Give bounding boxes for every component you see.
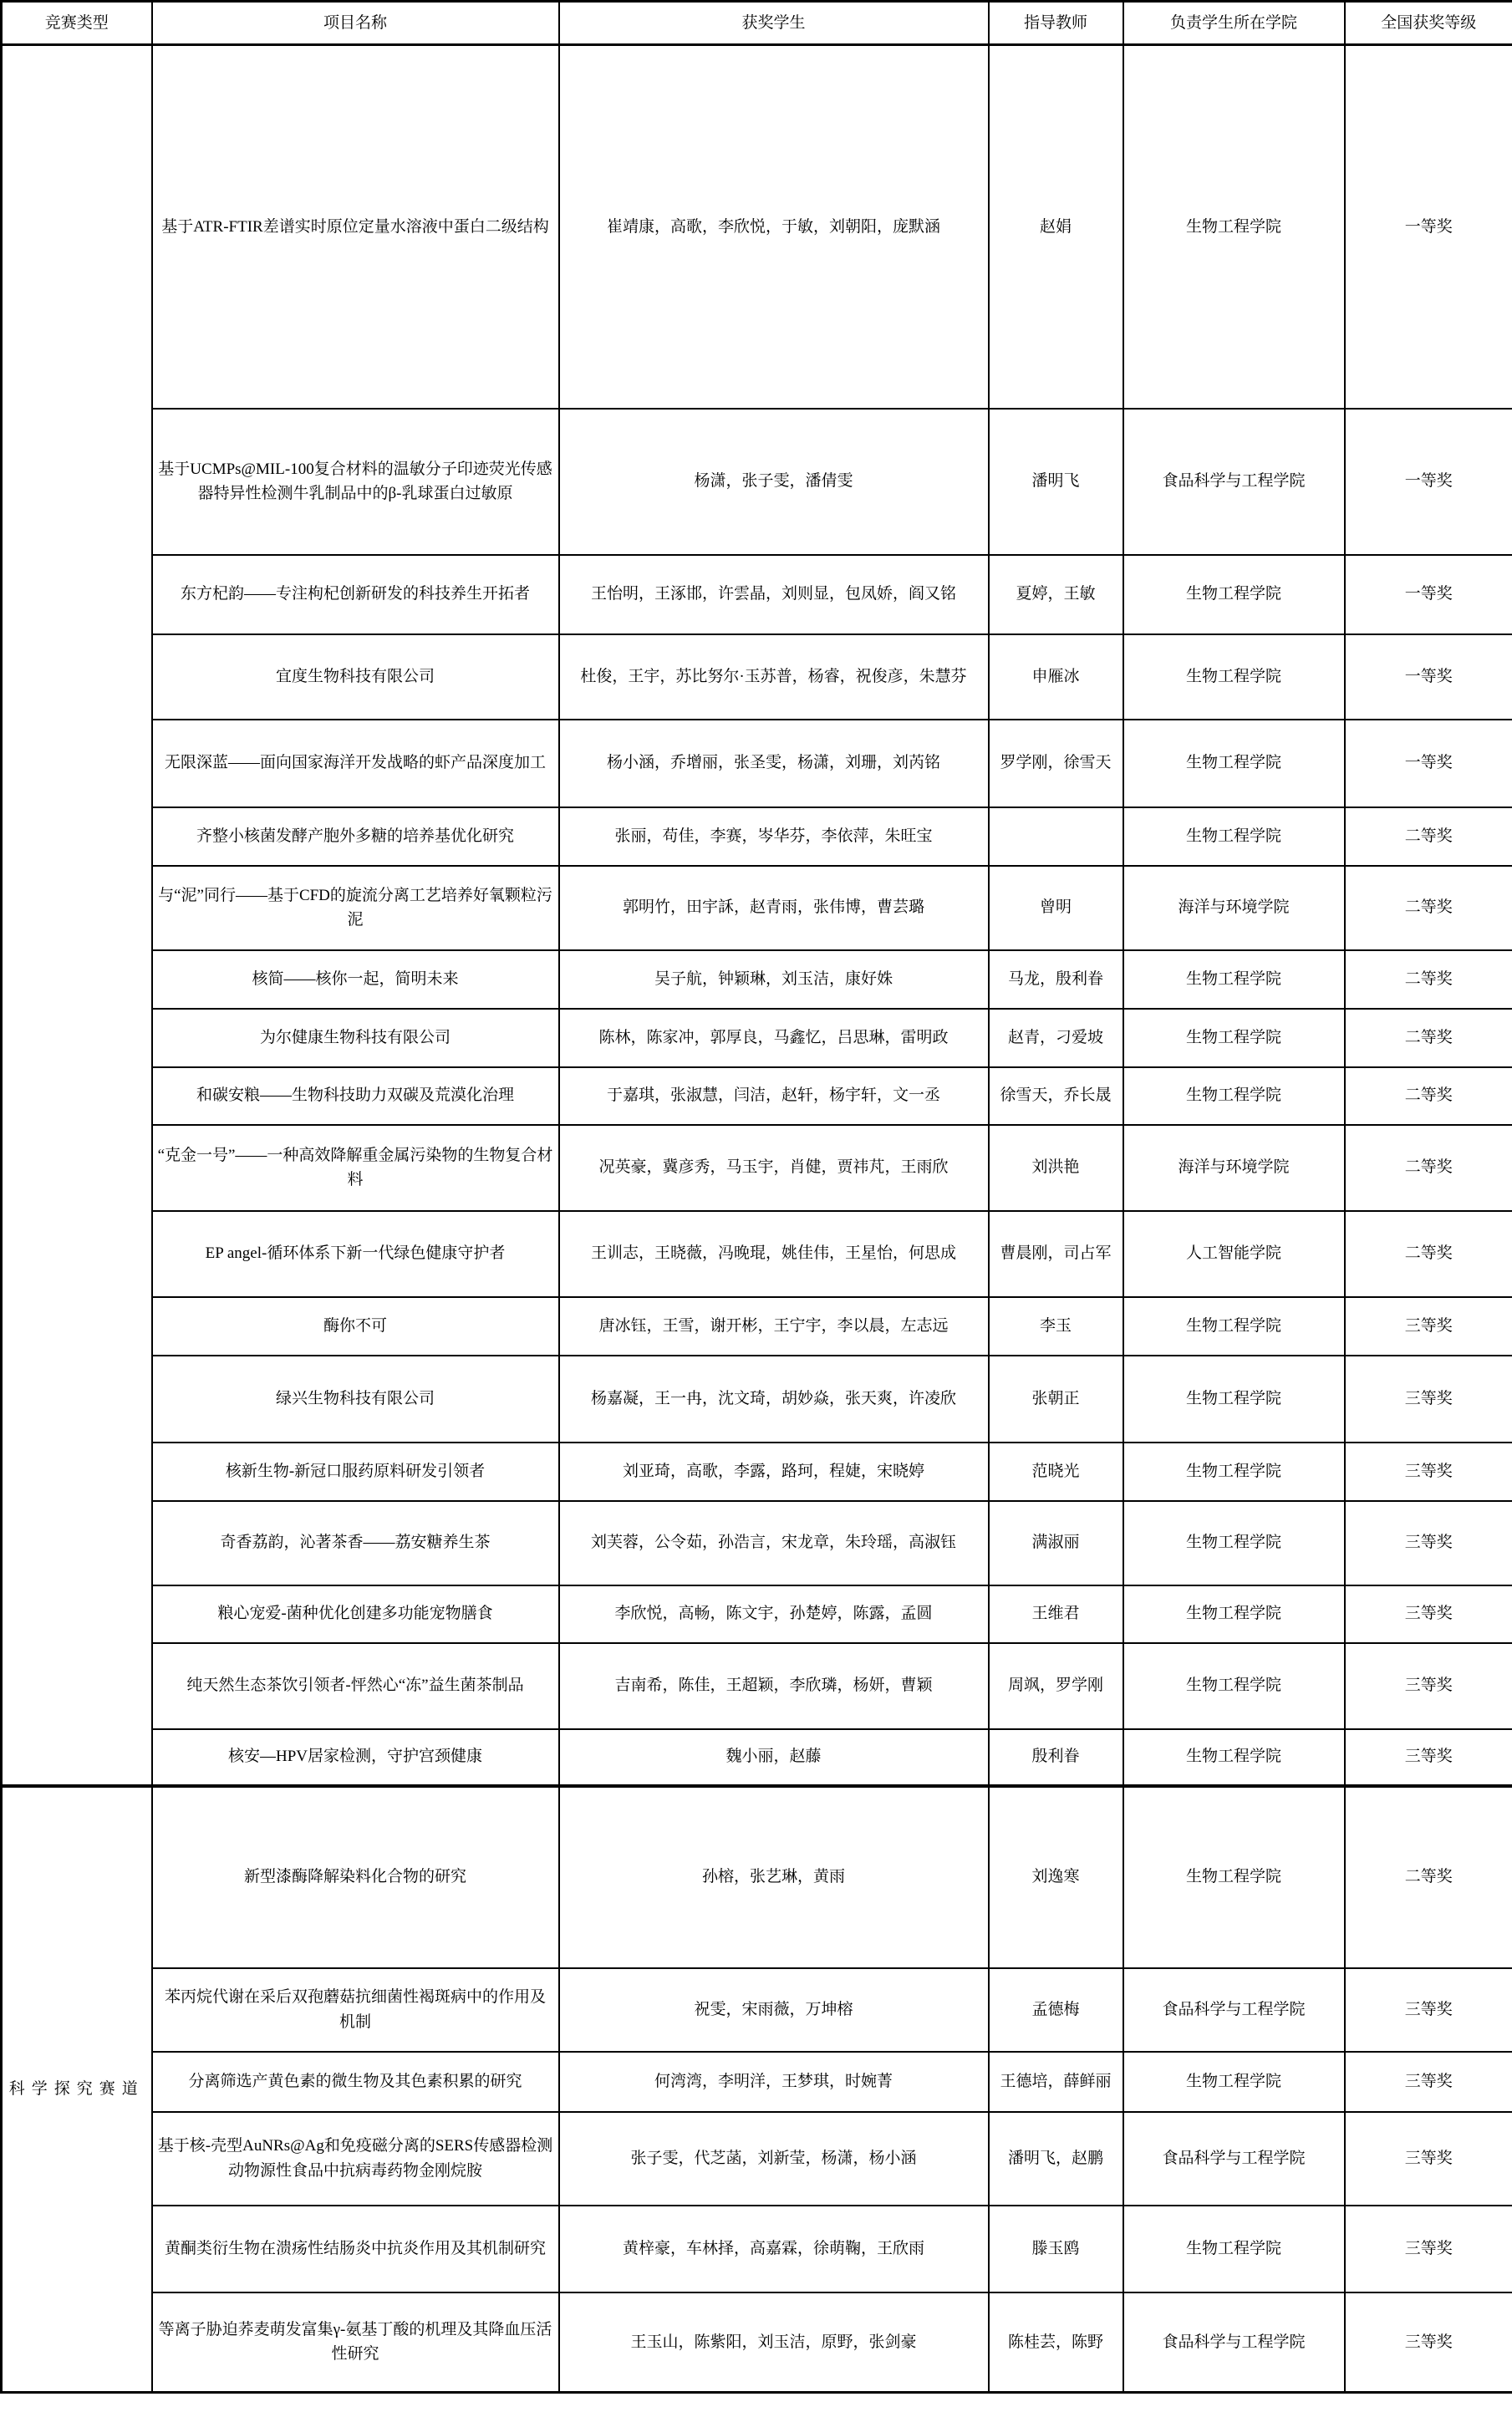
students-cell: 杨小涵，乔增丽，张圣雯，杨潇，刘珊，刘芮铭 [559,720,989,807]
award-level-cell: 二等奖 [1345,950,1512,1009]
advisor-cell: 潘明飞，赵鹏 [989,2112,1123,2206]
project-name-cell: 与“泥”同行——基于CFD的旋流分离工艺培养好氧颗粒污泥 [152,866,559,950]
project-name-cell: 奇香荔韵，沁著茶香——荔安糖养生茶 [152,1501,559,1585]
table-row [2,1729,1512,1786]
college-cell: 生物工程学院 [1123,1009,1345,1067]
project-name-cell: 苯丙烷代谢在采后双孢蘑菇抗细菌性褐斑病中的作用及机制 [152,1968,559,2052]
advisor-cell: 徐雪天，乔长晟 [989,1067,1123,1125]
project-name-cell: 基于UCMPs@MIL-100复合材料的温敏分子印迹荧光传感器特异性检测牛乳制品中的β-乳球蛋白过敏原 [152,409,559,555]
project-name-cell: 等离子胁迫荞麦萌发富集γ-氨基丁酸的机理及其降血压活性研究 [152,2292,559,2393]
project-name-cell: 核简——核你一起，简明未来 [152,950,559,1009]
college-cell: 生物工程学院 [1123,1585,1345,1643]
project-name-cell: 绿兴生物科技有限公司 [152,1356,559,1443]
table-row [2,1356,1512,1443]
advisor-cell: 曾明 [989,866,1123,950]
advisor-cell: 李玉 [989,1297,1123,1356]
college-cell: 生物工程学院 [1123,1729,1345,1786]
award-level-cell: 三等奖 [1345,2052,1512,2112]
award-level-cell: 二等奖 [1345,1786,1512,1968]
project-name-cell: 东方杞韵——专注枸杞创新研发的科技养生开拓者 [152,555,559,634]
table-row [2,1067,1512,1125]
column-header-advisor: 指导教师 [989,2,1123,45]
college-cell: 海洋与环境学院 [1123,1125,1345,1211]
award-level-cell: 三等奖 [1345,1968,1512,2052]
project-name-cell: 核安—HPV居家检测，守护宫颈健康 [152,1729,559,1786]
students-cell: 祝雯，宋雨薇，万坤榕 [559,1968,989,2052]
college-cell: 生物工程学院 [1123,807,1345,866]
college-cell: 生物工程学院 [1123,634,1345,720]
award-level-cell: 三等奖 [1345,1729,1512,1786]
award-level-cell: 一等奖 [1345,45,1512,409]
students-cell: 于嘉琪，张淑慧，闫洁，赵轩，杨宇轩，文一丞 [559,1067,989,1125]
table-row [2,950,1512,1009]
students-cell: 况英豪，冀彦秀，马玉宇，肖健，贾祎芃，王雨欣 [559,1125,989,1211]
table-row [2,1643,1512,1729]
college-cell: 生物工程学院 [1123,1501,1345,1585]
advisor-cell: 王德培，薛鲜丽 [989,2052,1123,2112]
advisor-cell: 夏婷，王敏 [989,555,1123,634]
table-row [2,2112,1512,2206]
project-name-cell: 酶你不可 [152,1297,559,1356]
award-level-cell: 二等奖 [1345,807,1512,866]
project-name-cell: 黄酮类衍生物在溃疡性结肠炎中抗炎作用及其机制研究 [152,2206,559,2292]
college-cell: 海洋与环境学院 [1123,866,1345,950]
students-cell: 吴子航，钟颖琳，刘玉洁，康好姝 [559,950,989,1009]
students-cell: 魏小丽，赵藤 [559,1729,989,1786]
table-row [2,409,1512,555]
table-row [2,555,1512,634]
award-level-cell: 三等奖 [1345,1643,1512,1729]
project-name-cell: 核新生物-新冠口服药原料研发引领者 [152,1443,559,1501]
table-row [2,720,1512,807]
advisor-cell: 王维君 [989,1585,1123,1643]
table-row [2,1443,1512,1501]
students-cell: 吉南希，陈佳，王超颖，李欣璘，杨妍，曹颖 [559,1643,989,1729]
header-row [2,2,1512,45]
college-cell: 生物工程学院 [1123,950,1345,1009]
table-row [2,634,1512,720]
table-row [2,1009,1512,1067]
students-cell: 黄梓豪，车林择，高嘉霖，徐萌鞠，王欣雨 [559,2206,989,2292]
table-row [2,807,1512,866]
students-cell: 王玉山，陈紫阳，刘玉洁，原野，张剑豪 [559,2292,989,2393]
competition-section-2 [2,1786,1512,2393]
students-cell: 陈林，陈家冲，郭厚良，马鑫忆，吕思琳，雷明政 [559,1009,989,1067]
award-level-cell: 二等奖 [1345,866,1512,950]
students-cell: 崔靖康，高歌，李欣悦，于敏，刘朝阳，庞默涵 [559,45,989,409]
project-name-cell: 基于核-壳型AuNRs@Ag和免疫磁分离的SERS传感器检测动物源性食品中抗病毒药物金刚烷胺 [152,2112,559,2206]
table-row [2,1968,1512,2052]
advisor-cell: 罗学刚，徐雪天 [989,720,1123,807]
students-cell: 孙榕，张艺琳，黄雨 [559,1786,989,1968]
project-name-cell: 齐整小核菌发酵产胞外多糖的培养基优化研究 [152,807,559,866]
award-level-cell: 三等奖 [1345,1585,1512,1643]
advisor-cell: 陈桂芸，陈野 [989,2292,1123,2393]
college-cell: 生物工程学院 [1123,1643,1345,1729]
college-cell: 生物工程学院 [1123,1067,1345,1125]
award-level-cell: 一等奖 [1345,720,1512,807]
advisor-cell: 孟德梅 [989,1968,1123,2052]
students-cell: 李欣悦，高畅，陈文宇，孙楚婷，陈露，孟圆 [559,1585,989,1643]
award-level-cell: 二等奖 [1345,1125,1512,1211]
competition-type-cell: 科学探究赛道 [2,1786,152,2393]
table-row [2,2206,1512,2292]
column-header-college: 负责学生所在学院 [1123,2,1345,45]
project-name-cell: 新型漆酶降解染料化合物的研究 [152,1786,559,1968]
project-name-cell: 纯天然生态茶饮引领者-怦然心“冻”益生菌茶制品 [152,1643,559,1729]
award-level-cell: 三等奖 [1345,1443,1512,1501]
table-row [2,1125,1512,1211]
students-cell: 杨潇，张子雯，潘倩雯 [559,409,989,555]
college-cell: 生物工程学院 [1123,1443,1345,1501]
college-cell: 生物工程学院 [1123,45,1345,409]
award-level-cell: 三等奖 [1345,1297,1512,1356]
project-name-cell: 基于ATR-FTIR差谱实时原位定量水溶液中蛋白二级结构 [152,45,559,409]
project-name-cell: 粮心宠爱-菌种优化创建多功能宠物膳食 [152,1585,559,1643]
advisor-cell [989,807,1123,866]
award-level-cell: 三等奖 [1345,2292,1512,2393]
table-row [2,1786,1512,1968]
college-cell: 生物工程学院 [1123,1356,1345,1443]
college-cell: 食品科学与工程学院 [1123,2112,1345,2206]
column-header-students: 获奖学生 [559,2,989,45]
advisor-cell: 刘洪艳 [989,1125,1123,1211]
project-name-cell: 宜度生物科技有限公司 [152,634,559,720]
college-cell: 人工智能学院 [1123,1211,1345,1297]
college-cell: 生物工程学院 [1123,2206,1345,2292]
students-cell: 郭明竹，田宇訸，赵青雨，张伟博，曹芸璐 [559,866,989,950]
table-row [2,45,1512,409]
advisor-cell: 殷利眷 [989,1729,1123,1786]
column-header-award-level: 全国获奖等级 [1345,2,1512,45]
table-row [2,1297,1512,1356]
students-cell: 刘芙蓉，公令茹，孙浩言，宋龙章，朱玲瑶，高淑钰 [559,1501,989,1585]
table-row [2,866,1512,950]
advisor-cell: 赵娟 [989,45,1123,409]
advisor-cell: 赵青，刁爱坡 [989,1009,1123,1067]
award-level-cell: 二等奖 [1345,1067,1512,1125]
award-level-cell: 三等奖 [1345,1356,1512,1443]
advisor-cell: 周飒，罗学刚 [989,1643,1123,1729]
column-header-project-name: 项目名称 [152,2,559,45]
students-cell: 张子雯，代芝菡，刘新莹，杨潇，杨小涵 [559,2112,989,2206]
award-level-cell: 三等奖 [1345,2206,1512,2292]
project-name-cell: 分离筛选产黄色素的微生物及其色素积累的研究 [152,2052,559,2112]
students-cell: 杜俊，王宇，苏比努尔·玉苏普，杨睿，祝俊彦，朱慧芬 [559,634,989,720]
students-cell: 唐冰钰，王雪，谢开彬，王宁宇，李以晨，左志远 [559,1297,989,1356]
award-level-cell: 一等奖 [1345,555,1512,634]
students-cell: 刘亚琦，高歌，李露，路珂，程婕，宋晓婷 [559,1443,989,1501]
students-cell: 何湾湾，李明洋，王梦琪，时婉菁 [559,2052,989,2112]
advisor-cell: 范晓光 [989,1443,1123,1501]
award-level-cell: 一等奖 [1345,634,1512,720]
table-header [2,2,1512,45]
project-name-cell: “克金一号”——一种高效降解重金属污染物的生物复合材料 [152,1125,559,1211]
college-cell: 生物工程学院 [1123,720,1345,807]
advisor-cell: 刘逸寒 [989,1786,1123,1968]
students-cell: 张丽，苟佳，李赛，岑华芬，李依萍，朱旺宝 [559,807,989,866]
advisor-cell: 滕玉鸥 [989,2206,1123,2292]
advisor-cell: 申雁冰 [989,634,1123,720]
table-row [2,1211,1512,1297]
award-level-cell: 二等奖 [1345,1211,1512,1297]
advisor-cell: 马龙，殷利眷 [989,950,1123,1009]
table-row [2,2052,1512,2112]
college-cell: 生物工程学院 [1123,555,1345,634]
project-name-cell: 无限深蓝——面向国家海洋开发战略的虾产品深度加工 [152,720,559,807]
award-level-cell: 三等奖 [1345,1501,1512,1585]
award-level-cell: 一等奖 [1345,409,1512,555]
advisor-cell: 张朝正 [989,1356,1123,1443]
college-cell: 食品科学与工程学院 [1123,2292,1345,2393]
table-row [2,2292,1512,2393]
project-name-cell: EP angel-循环体系下新一代绿色健康守护者 [152,1211,559,1297]
students-cell: 王训志，王晓薇，冯晚琨，姚佳伟，王星怡，何思成 [559,1211,989,1297]
competition-type-cell [2,45,152,1786]
award-level-cell: 二等奖 [1345,1009,1512,1067]
award-level-cell: 三等奖 [1345,2112,1512,2206]
advisor-cell: 满淑丽 [989,1501,1123,1585]
college-cell: 食品科学与工程学院 [1123,1968,1345,2052]
column-header-competition-type: 竞赛类型 [2,2,152,45]
table-row [2,1585,1512,1643]
table-row [2,1501,1512,1585]
advisor-cell: 潘明飞 [989,409,1123,555]
advisor-cell: 曹晨刚，司占军 [989,1211,1123,1297]
students-cell: 杨嘉凝，王一冉，沈文琦，胡妙焱，张天爽，许凌欣 [559,1356,989,1443]
college-cell: 生物工程学院 [1123,1786,1345,1968]
students-cell: 王怡明，王涿邯，许雲晶，刘则显，包凤娇，阎又铭 [559,555,989,634]
competition-section-1 [2,45,1512,1786]
project-name-cell: 和碳安粮——生物科技助力双碳及荒漠化治理 [152,1067,559,1125]
project-name-cell: 为尔健康生物科技有限公司 [152,1009,559,1067]
college-cell: 生物工程学院 [1123,1297,1345,1356]
college-cell: 食品科学与工程学院 [1123,409,1345,555]
college-cell: 生物工程学院 [1123,2052,1345,2112]
